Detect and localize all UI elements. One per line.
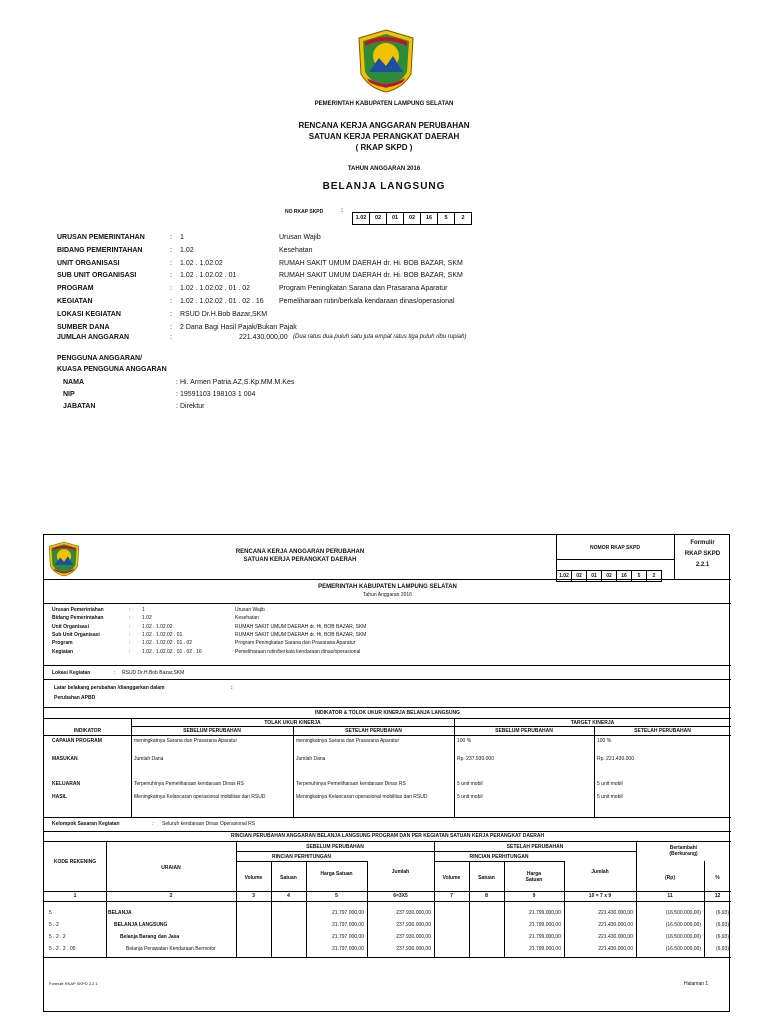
- kelompok-value: Seluruh kendaraan Dinas Operasional RS: [162, 821, 256, 827]
- budget-pct: (6,93): [715, 934, 729, 940]
- rkap-form: [43, 534, 730, 1012]
- cover-no-box: 1.02: [352, 212, 370, 225]
- rincian-setelah-header: SETELAH PERUBAHAN: [506, 844, 564, 850]
- indikator-tu-after: Jumlah Dana: [296, 756, 326, 762]
- column-number: 8: [485, 893, 488, 899]
- budget-pct: (6,93): [715, 946, 729, 952]
- form-row-colon: :: [129, 615, 131, 622]
- cover-row-code: 1.02 . 1.02.02 . 01 . 02 . 16: [180, 298, 264, 305]
- form-nomor-box: 01: [586, 570, 602, 582]
- budget-jumlah-after: 221.430.000,00: [598, 910, 633, 916]
- budget-harga-after: 21.799.000,00: [529, 922, 561, 928]
- cover-row-colon: :: [170, 259, 172, 267]
- form-row-colon: :: [129, 640, 131, 647]
- cover-jumlah-colon: :: [170, 334, 172, 341]
- form-row-desc: Kesehatan: [235, 615, 259, 622]
- budget-kode: 5 . 2 . 2 . 05: [49, 946, 76, 952]
- kelompok-label: Kelompok Sasaran Kegiatan: [52, 821, 120, 827]
- cover-row-code: 1.02: [180, 246, 194, 254]
- cover-pengguna-line1: PENGGUNA ANGGARAN/: [57, 355, 143, 362]
- form-info-row: [52, 640, 552, 647]
- indikator-tu-before: Meningkatnya Kelancaran operasional mobilitas dari RSUD: [134, 794, 266, 800]
- indikator-tg-before: 5 unit mobil: [457, 781, 483, 787]
- budget-pct: (6,93): [715, 910, 729, 916]
- officer-colon: :: [176, 403, 178, 410]
- budget-jumlah-before: 237.930.000,00: [396, 910, 431, 916]
- officer-colon: :: [176, 391, 178, 398]
- officer-value: 19591103 198103 1 004: [180, 391, 256, 398]
- officer-value: Hi. Armen Patria.AZ,S.Kp.MM.M.Kes: [180, 379, 295, 386]
- cover-row-desc: RUMAH SAKIT UMUM DAERAH dr. Hi. BOB BAZAR, SKM: [279, 272, 463, 280]
- indikator-tu-after: meningkatnya Sarana dan Prasarana Aparatur: [296, 738, 400, 744]
- form-info-row: [52, 624, 552, 631]
- form-row-label: Program: [52, 640, 73, 647]
- cover-no-box: 5: [437, 212, 455, 225]
- form-formulir-line3: 2.2.1: [695, 562, 710, 568]
- form-row-code: 1.02 . 1.02.02 . 01: [142, 631, 183, 638]
- volume-before-header: Volume: [244, 875, 263, 881]
- cover-row-code: 1: [180, 234, 184, 241]
- kode-rekening-header: KODE REKENING: [53, 859, 97, 865]
- jumlah-after-header: Jumlah: [591, 869, 609, 875]
- budget-uraian: BELANJA: [108, 910, 132, 916]
- column-number: 7: [450, 893, 453, 899]
- rincian-sebelum-header: SEBELUM PERUBAHAN: [306, 844, 364, 850]
- satuan-before-header: Satuan: [280, 875, 297, 881]
- form-footer-right: Halaman 1: [684, 981, 709, 987]
- budget-diff: (16.500.000,00): [665, 910, 701, 916]
- rincian-title: RINCIAN PERUBAHAN ANGGARAN BELANJA LANGSUNG PROGRAM DAN PER KEGIATAN SATUAN KERJA PERANGKAT DAERAH: [230, 833, 545, 839]
- form-nomor-box: 5: [631, 570, 647, 582]
- cover-no-box: 2: [454, 212, 472, 225]
- indikator-title: INDIKATOR & TOLOK UKUR KINERJA BELANJA LANGSUNG: [315, 710, 460, 716]
- cover-row-label: SUMBER DANA: [57, 323, 110, 331]
- jumlah-before-header: Jumlah: [391, 869, 410, 875]
- cover-row-desc: Pemeliharaan rutin/berkala kendaraan dinas/operasional: [279, 298, 455, 305]
- indikator-name: CAPAIAN PROGRAM: [52, 738, 102, 744]
- cover-row-label: LOKASI KEGIATAN: [57, 310, 121, 318]
- cover-row-label: BIDANG PEMERINTAHAN: [57, 246, 143, 254]
- indikator-tg-before: Rp. 237.930.000: [457, 756, 494, 762]
- form-title-line2: SATUAN KERJA PERANGKAT DAERAH: [243, 557, 357, 563]
- indikator-tg-before: 100 %: [457, 738, 472, 744]
- cover-row-colon: :: [170, 285, 172, 293]
- cover-row-colon: :: [170, 323, 172, 331]
- form-nomor-box: 2: [646, 570, 662, 582]
- cover-row-colon: :: [170, 298, 172, 305]
- form-row-code: 1.02 . 1.02.02 . 01 . 02: [142, 640, 193, 647]
- form-row-code: 1: [142, 607, 145, 613]
- form-info-row: [52, 607, 552, 614]
- uraian-header: URAIAN: [161, 865, 181, 871]
- cover-jumlah-label: JUMLAH ANGGARAN: [57, 334, 130, 341]
- cover-no-box: 01: [386, 212, 404, 225]
- harga-after-header: Harga Satuan: [525, 871, 543, 883]
- form-row-code: 1.02 . 1.02.02 . 01 . 02 . 16: [142, 648, 202, 655]
- column-number: 12: [714, 893, 721, 899]
- budget-jumlah-before: 237.930.000,00: [396, 934, 431, 940]
- budget-kode: 5 . 2: [49, 922, 59, 928]
- cover-row-code: RSUD Dr.H.Bob Bazar,SKM: [180, 310, 268, 318]
- form-nomor-box: 02: [601, 570, 617, 582]
- budget-harga-before: 21.797.000,00: [332, 910, 364, 916]
- form-year: Tahun Anggaran 2016: [363, 592, 412, 598]
- form-row-label: Sub Unit Organisasi: [52, 631, 100, 638]
- indikator-tu-before: Terpenuhinya Pemeliharaan kendaraan Dinas RS: [134, 781, 244, 787]
- form-lokasi-label: Lokasi Kegiatan: [52, 670, 91, 676]
- budget-harga-before: 21.797.000,00: [332, 946, 364, 952]
- cover-row-label: UNIT ORGANISASI: [57, 259, 120, 267]
- satuan-after-header: Satuan: [478, 875, 495, 881]
- budget-harga-before: 21.797.000,00: [332, 934, 364, 940]
- form-row-label: Kegiatan: [52, 648, 74, 655]
- cover-no-boxes: [353, 206, 472, 225]
- budget-harga-after: 21.799.000,00: [529, 946, 561, 952]
- column-number: 2: [169, 893, 173, 899]
- tu-setelah-header: SETELAH PERUBAHAN: [345, 728, 402, 734]
- officer-colon: :: [176, 379, 178, 386]
- target-kinerja-header: TARGET KINERJA: [570, 720, 615, 726]
- harga-before-header: Harga Satuan: [320, 871, 353, 877]
- cover-row-label: SUB UNIT ORGANISASI: [57, 272, 137, 280]
- cover-pengguna-line2: KUASA PENGGUNA ANGGARAN: [57, 366, 167, 373]
- cover-row-desc: Kesehatan: [279, 246, 313, 254]
- rincian-perhitungan-before: RINCIAN PERHITUNGAN: [272, 854, 331, 860]
- budget-kode: 5: [49, 910, 52, 916]
- officer-value: Direktur: [180, 403, 205, 410]
- form-footer-left: Formulir RKAP SKPD 2.2.1: [49, 981, 98, 986]
- cover-gov-name: PEMERINTAH KABUPATEN LAMPUNG SELATAN: [314, 101, 454, 107]
- column-number: 4: [287, 893, 290, 899]
- kelompok-colon: :: [152, 821, 154, 827]
- form-nomor-box: 1.02: [556, 570, 572, 582]
- indikator-name: MASUKAN: [52, 756, 78, 762]
- column-number: 1: [73, 893, 77, 899]
- indikator-tu-after: Terpenuhinya Pemeliharaan kendaraan Dinas RS: [296, 781, 406, 787]
- form-row-desc: Program Peningkatan Sarana dan Prasarana Aparatur: [235, 640, 356, 647]
- form-row-colon: :: [129, 631, 131, 638]
- cover-jumlah-words: (Dua ratus dua puluh satu juta empat ratus tiga puluh ribu rupiah): [293, 334, 467, 340]
- cover-year: TAHUN ANGGARAN 2016: [347, 166, 421, 172]
- column-number: 10 = 7 x 9: [588, 893, 612, 899]
- indikator-name: HASIL: [52, 794, 67, 800]
- budget-jumlah-before: 237.930.000,00: [396, 946, 431, 952]
- tg-setelah-header: SETELAH PERUBAHAN: [634, 728, 691, 734]
- budget-jumlah-before: 237.930.000,00: [396, 922, 431, 928]
- tg-sebelum-header: SEBELUM PERUBAHAN: [495, 728, 553, 734]
- form-row-code: 1.02: [142, 615, 152, 622]
- indikator-tg-after: Rp. 221.430.000: [597, 756, 634, 762]
- form-row-code: 1.02 . 1.02.02: [142, 623, 173, 630]
- cover-row-colon: :: [170, 272, 172, 280]
- cover-jumlah-value: 221.430.000,00: [239, 334, 288, 341]
- indikator-tu-before: meningkatnya Sarana dan Prasarana Aparatur: [134, 738, 238, 744]
- rincian-perhitungan-after: RINCIAN PERHITUNGAN: [469, 854, 529, 860]
- form-gov-name: PEMERINTAH KABUPATEN LAMPUNG SELATAN: [318, 584, 457, 590]
- column-number: 6=3X5: [393, 893, 408, 899]
- form-lokasi-row: [52, 670, 452, 677]
- form-row-label: Bidang Pemerintahan: [52, 615, 104, 622]
- indikator-col-header: INDIKATOR: [73, 728, 102, 734]
- budget-uraian: Belanja Perawatan Kendaraan Bermotor: [126, 946, 216, 952]
- cover-row-code: 1.02 . 1.02.02 . 01 . 02: [180, 285, 251, 293]
- cover-title-line3: ( RKAP SKPD ): [355, 143, 413, 152]
- form-row-label: Urusan Pemerintahan: [52, 607, 104, 613]
- indikator-name: KELUARAN: [52, 781, 81, 787]
- officer-label: JABATAN: [63, 403, 96, 410]
- officer-label: NAMA: [63, 379, 84, 386]
- form-nomor-box: 16: [616, 570, 632, 582]
- column-number: 9: [532, 893, 536, 899]
- form-latar-label: Latar belakang perubahan /dianggarkan dalam: [54, 685, 165, 691]
- cover-row-colon: :: [170, 246, 172, 254]
- indikator-tg-after: 100 %: [597, 738, 612, 744]
- form-row-colon: :: [129, 607, 131, 613]
- form-row-colon: :: [129, 648, 131, 655]
- indikator-tg-before: 5 unit mobil: [457, 794, 483, 800]
- form-row-desc: Urusan Wajib: [235, 607, 265, 613]
- form-lokasi-colon: :: [114, 670, 116, 676]
- form-perubahan-apbd: Perubahan APBD: [54, 695, 96, 701]
- cover-emblem: [355, 28, 417, 94]
- cover-title-line2: SATUAN KERJA PERANGKAT DAERAH: [308, 132, 460, 141]
- budget-pct: (6,93): [715, 922, 729, 928]
- budget-harga-before: 21.797.000,00: [332, 922, 364, 928]
- form-latar-colon: :: [231, 685, 233, 691]
- budget-diff: (16.500.000,00): [665, 922, 701, 928]
- budget-jumlah-after: 221.430.000,00: [598, 934, 633, 940]
- cover-no-box: 02: [369, 212, 387, 225]
- form-row-colon: :: [129, 623, 131, 630]
- cover-no-label: NO RKAP SKPD: [285, 209, 324, 215]
- form-nomor-box: 02: [571, 570, 587, 582]
- cover-no-box: 02: [403, 212, 421, 225]
- budget-diff: (16.500.000,00): [665, 946, 701, 952]
- form-lokasi-value: RSUD Dr.H.Bob Bazar,SKM: [122, 670, 185, 676]
- column-number: 11: [667, 893, 673, 899]
- form-info-row: [52, 615, 552, 622]
- indikator-tg-after: 5 unit mobil: [597, 794, 623, 800]
- cover-row-desc: RUMAH SAKIT UMUM DAERAH dr. Hi. BOB BAZAR, SKM: [279, 259, 463, 267]
- budget-jumlah-after: 221.430.000,00: [598, 946, 633, 952]
- form-info-row: [52, 632, 552, 639]
- cover-row-desc: Urusan Wajib: [279, 234, 321, 241]
- form-row-desc: Pemeliharaan rutin/berkala kendaraan dinas/operasional: [235, 648, 361, 655]
- indikator-tu-after: Meningkatnya Kelancaran operasional mobilitas dari RSUD: [296, 794, 428, 800]
- cover-row-desc: Program Peningkatan Sarana dan Prasarana Aparatur: [279, 285, 448, 293]
- cover-row-code: 2 Dana Bagi Hasil Pajak/Bukan Pajak: [180, 323, 297, 331]
- budget-harga-after: 21.799.000,00: [529, 934, 561, 940]
- form-title-line1: RENCANA KERJA ANGGARAN PERUBAHAN: [235, 549, 365, 555]
- tolak-ukur-header: TOLAK UKUR KINERJA: [264, 720, 321, 726]
- cover-subtitle: BELANJA LANGSUNG: [322, 181, 446, 192]
- form-formulir-line1: Formulir: [690, 540, 715, 546]
- bertambah-header: Bertambah/ (Berkurang): [669, 845, 698, 857]
- budget-harga-after: 21.799.000,00: [529, 910, 561, 916]
- budget-uraian: Belanja Barang dan Jasa: [120, 934, 180, 940]
- budget-jumlah-after: 221.430.000,00: [598, 922, 633, 928]
- indikator-tg-after: 5 unit mobil: [597, 781, 623, 787]
- tu-sebelum-header: SEBELUM PERUBAHAN: [183, 728, 241, 734]
- cover-no-colon: :: [341, 208, 343, 214]
- cover-row-colon: :: [170, 234, 172, 241]
- cover-row-code: 1.02 . 1.02.02 . 01: [180, 272, 237, 280]
- column-number: 3: [252, 893, 255, 899]
- budget-kode: 5 . 2 . 2: [49, 934, 66, 940]
- budget-diff: (16.500.000,00): [665, 934, 701, 940]
- cover-row-label: KEGIATAN: [57, 298, 93, 305]
- officer-label: NIP: [63, 391, 75, 398]
- cover-row-label: PROGRAM: [57, 285, 94, 293]
- rp-header: (Rp): [665, 875, 675, 881]
- form-info-row: [52, 649, 552, 656]
- cover-row-code: 1.02 . 1.02.02: [180, 259, 223, 267]
- column-number: 5: [335, 893, 338, 899]
- cover-no-box: 16: [420, 212, 438, 225]
- form-row-label: Unit Organisasi: [52, 623, 89, 630]
- cover-title-line1: RENCANA KERJA ANGGARAN PERUBAHAN: [298, 121, 470, 130]
- budget-uraian: BELANJA LANGSUNG: [114, 922, 168, 928]
- form-row-desc: RUMAH SAKIT UMUM DAERAH dr. Hi. BOB BAZAR, SKM: [235, 623, 367, 630]
- form-nomor-label: NOMOR RKAP SKPD: [590, 545, 640, 551]
- cover-row-colon: :: [170, 310, 172, 318]
- form-formulir-line2: RKAP SKPD: [684, 551, 721, 557]
- form-row-desc: RUMAH SAKIT UMUM DAERAH dr. Hi. BOB BAZAR, SKM: [235, 631, 367, 638]
- form-nomor-boxes: [557, 564, 662, 582]
- pct-header: %: [715, 875, 720, 881]
- volume-after-header: Volume: [442, 875, 461, 881]
- cover-row-label: URUSAN PEMERINTAHAN: [57, 234, 145, 241]
- indikator-tu-before: Jumlah Dana: [134, 756, 164, 762]
